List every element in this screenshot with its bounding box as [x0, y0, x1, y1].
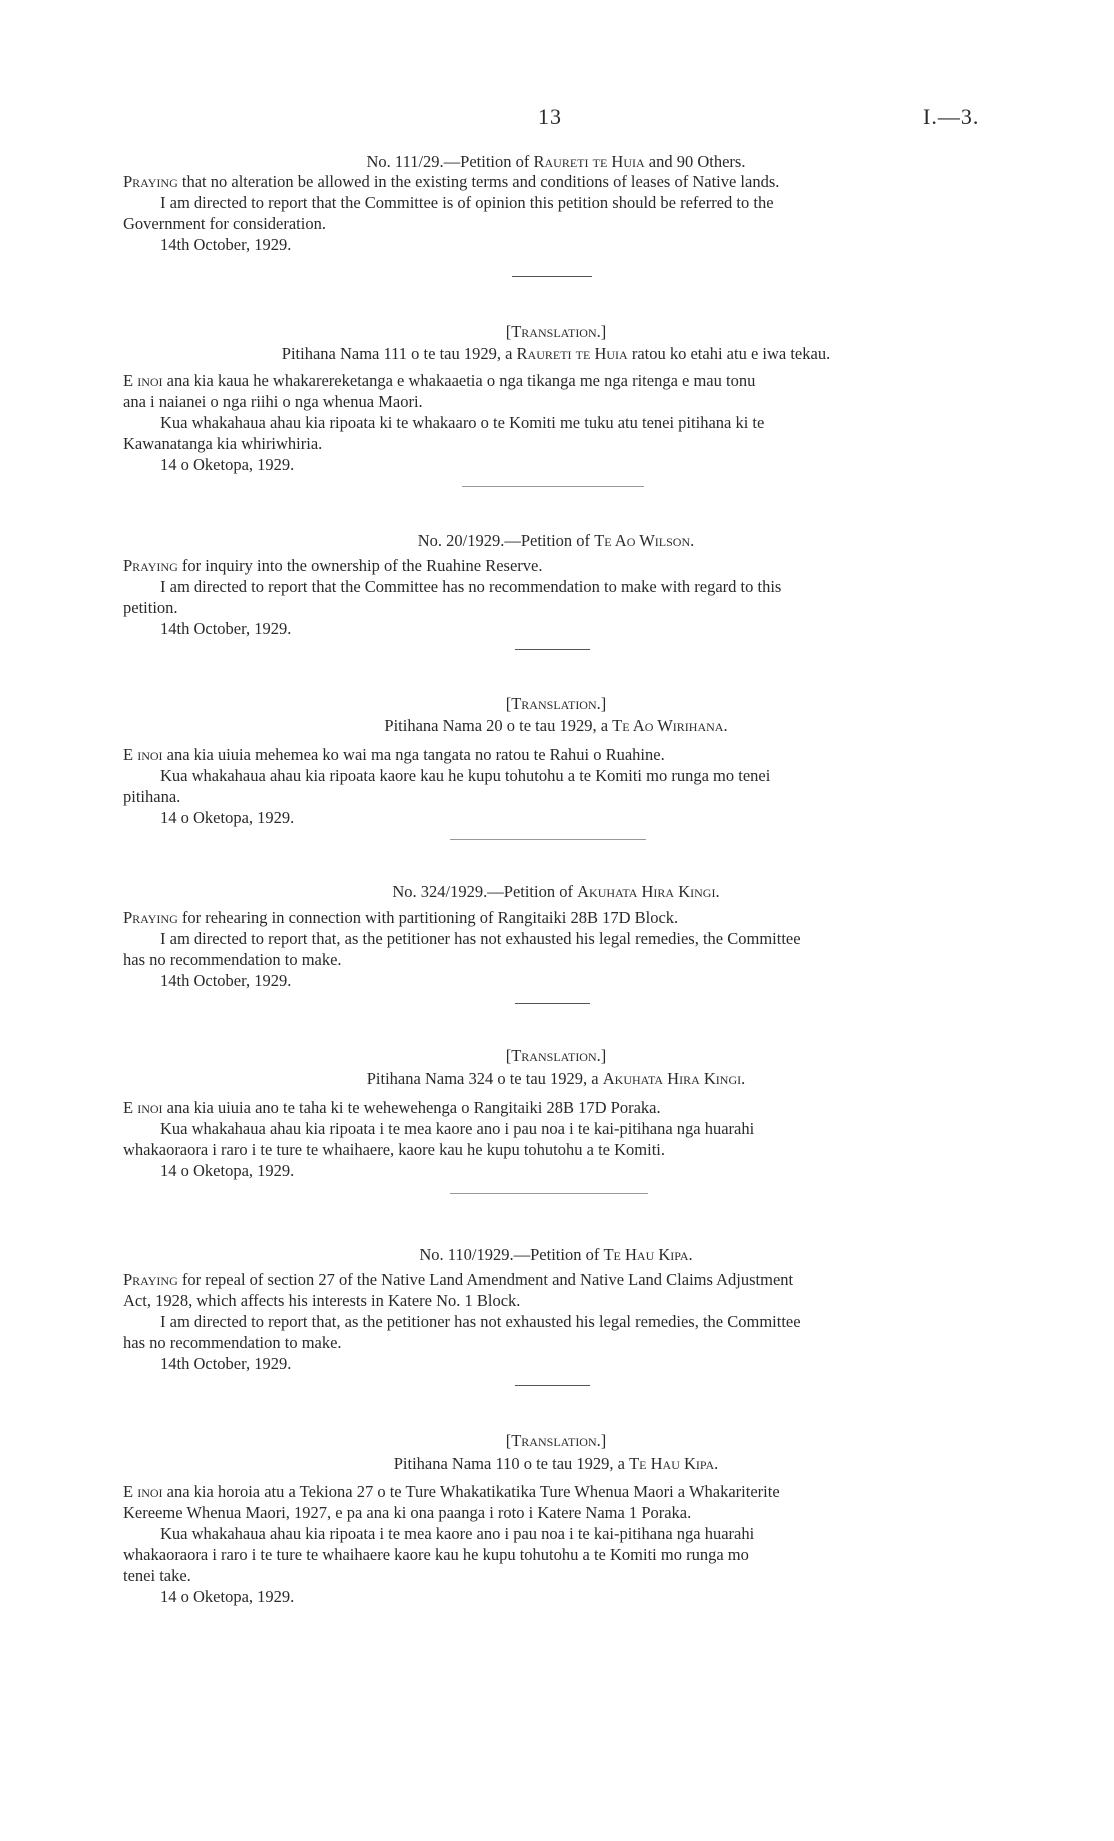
report-line: pitihana.	[123, 787, 181, 806]
report-line: whakaoraora i raro i te ture te whaihaere, kaore kau he kupu tohutohu a te Komiti.	[123, 1140, 666, 1159]
report-line: I am directed to report that the Committee is of opinion this petition should be referred to the	[160, 193, 774, 212]
date-line: 14th October, 1929.	[160, 235, 292, 254]
praying-paragraph: Praying that no alteration be allowed in the existing terms and conditions of leases of Native lands.	[123, 172, 780, 191]
date-line: 14 o Oketopa, 1929.	[160, 455, 295, 474]
report-line: Government for consideration.	[123, 214, 326, 233]
report-line: whakaoraora i raro i te ture te whaihaere kaore kau he kupu tohutohu a te Komiti mo runga mo	[123, 1545, 749, 1564]
praying-paragraph: Praying for repeal of section 27 of the Native Land Amendment and Native Land Claims Adjustment	[123, 1270, 794, 1289]
section-divider	[515, 1385, 590, 1386]
petition-heading: Pitihana Nama 20 o te tau 1929, a Te Ao Wirihana.	[384, 716, 728, 735]
translation-label: [Translation.]	[505, 1046, 607, 1065]
page-number: 13	[538, 104, 562, 129]
document-reference: I.—3.	[923, 104, 980, 129]
section-divider	[450, 839, 646, 840]
praying-paragraph: E inoi ana kia horoia atu a Tekiona 27 o te Ture Whakatikatika Ture Whenua Maori a Whakariterite	[123, 1482, 780, 1501]
translation-label: [Translation.]	[505, 694, 607, 713]
praying-paragraph: E inoi ana kia uiuia ano te taha ki te wehewehenga o Rangitaiki 28B 17D Poraka.	[123, 1098, 661, 1117]
praying-paragraph: E inoi ana kia kaua he whakarereketanga e whakaaetia o nga tikanga me nga ritenga e mau tonu	[123, 371, 756, 390]
report-line: petition.	[123, 598, 178, 617]
section-divider	[450, 1193, 648, 1194]
petition-heading: Pitihana Nama 324 o te tau 1929, a Akuhata Hira Kingi.	[366, 1069, 746, 1088]
section-divider	[515, 649, 590, 650]
report-line: has no recommendation to make.	[123, 1333, 342, 1352]
report-line: Kawanatanga kia whiriwhiria.	[123, 434, 323, 453]
report-line: I am directed to report that, as the petitioner has not exhausted his legal remedies, the Committee	[160, 1312, 801, 1331]
praying-continuation: Act, 1928, which affects his interests in Katere No. 1 Block.	[123, 1291, 521, 1310]
petition-heading: No. 324/1929.—Petition of Akuhata Hira Kingi.	[392, 882, 720, 901]
translation-label: [Translation.]	[505, 1431, 607, 1450]
petition-heading: Pitihana Nama 111 o te tau 1929, a Raureti te Huia ratou ko etahi atu e iwa tekau.	[281, 344, 831, 363]
section-divider	[462, 486, 644, 487]
praying-continuation: Kereeme Whenua Maori, 1927, e pa ana ki ona paanga i roto i Katere Nama 1 Poraka.	[123, 1503, 692, 1522]
translation-label: [Translation.]	[505, 322, 607, 341]
report-line: I am directed to report that the Committee has no recommendation to make with regard to this	[160, 577, 782, 596]
petition-heading: No. 20/1929.—Petition of Te Ao Wilson.	[417, 531, 695, 550]
date-line: 14th October, 1929.	[160, 619, 292, 638]
section-divider	[515, 1003, 590, 1004]
report-line: I am directed to report that, as the petitioner has not exhausted his legal remedies, the Committee	[160, 929, 801, 948]
praying-continuation: ana i naianei o nga riihi o nga whenua Maori.	[123, 392, 423, 411]
date-line: 14th October, 1929.	[160, 971, 292, 990]
report-line: Kua whakahaua ahau kia ripoata i te mea kaore ano i pau noa i te kai-pitihana nga huarahi	[160, 1524, 755, 1543]
date-line: 14 o Oketopa, 1929.	[160, 808, 295, 827]
report-line: has no recommendation to make.	[123, 950, 342, 969]
petition-heading: Pitihana Nama 110 o te tau 1929, a Te Hau Kipa.	[393, 1454, 719, 1473]
report-line: tenei take.	[123, 1566, 191, 1585]
report-line: Kua whakahaua ahau kia ripoata ki te whakaaro o te Komiti me tuku atu tenei pitihana ki te	[160, 413, 765, 432]
petition-heading: No. 110/1929.—Petition of Te Hau Kipa.	[419, 1245, 693, 1264]
section-divider	[512, 276, 592, 277]
praying-paragraph: E inoi ana kia uiuia mehemea ko wai ma nga tangata no ratou te Rahui o Ruahine.	[123, 745, 665, 764]
report-line: Kua whakahaua ahau kia ripoata i te mea kaore ano i pau noa i te kai-pitihana nga huarahi	[160, 1119, 755, 1138]
report-line: Kua whakahaua ahau kia ripoata kaore kau he kupu tohutohu a te Komiti mo runga mo tenei	[160, 766, 771, 785]
praying-paragraph: Praying for rehearing in connection with partitioning of Rangitaiki 28B 17D Block.	[123, 908, 679, 927]
date-line: 14 o Oketopa, 1929.	[160, 1587, 295, 1606]
praying-paragraph: Praying for inquiry into the ownership of the Ruahine Reserve.	[123, 556, 543, 575]
petition-heading: No. 111/29.—Petition of Raureti te Huia and 90 Others.	[366, 152, 746, 171]
date-line: 14 o Oketopa, 1929.	[160, 1161, 295, 1180]
date-line: 14th October, 1929.	[160, 1354, 292, 1373]
